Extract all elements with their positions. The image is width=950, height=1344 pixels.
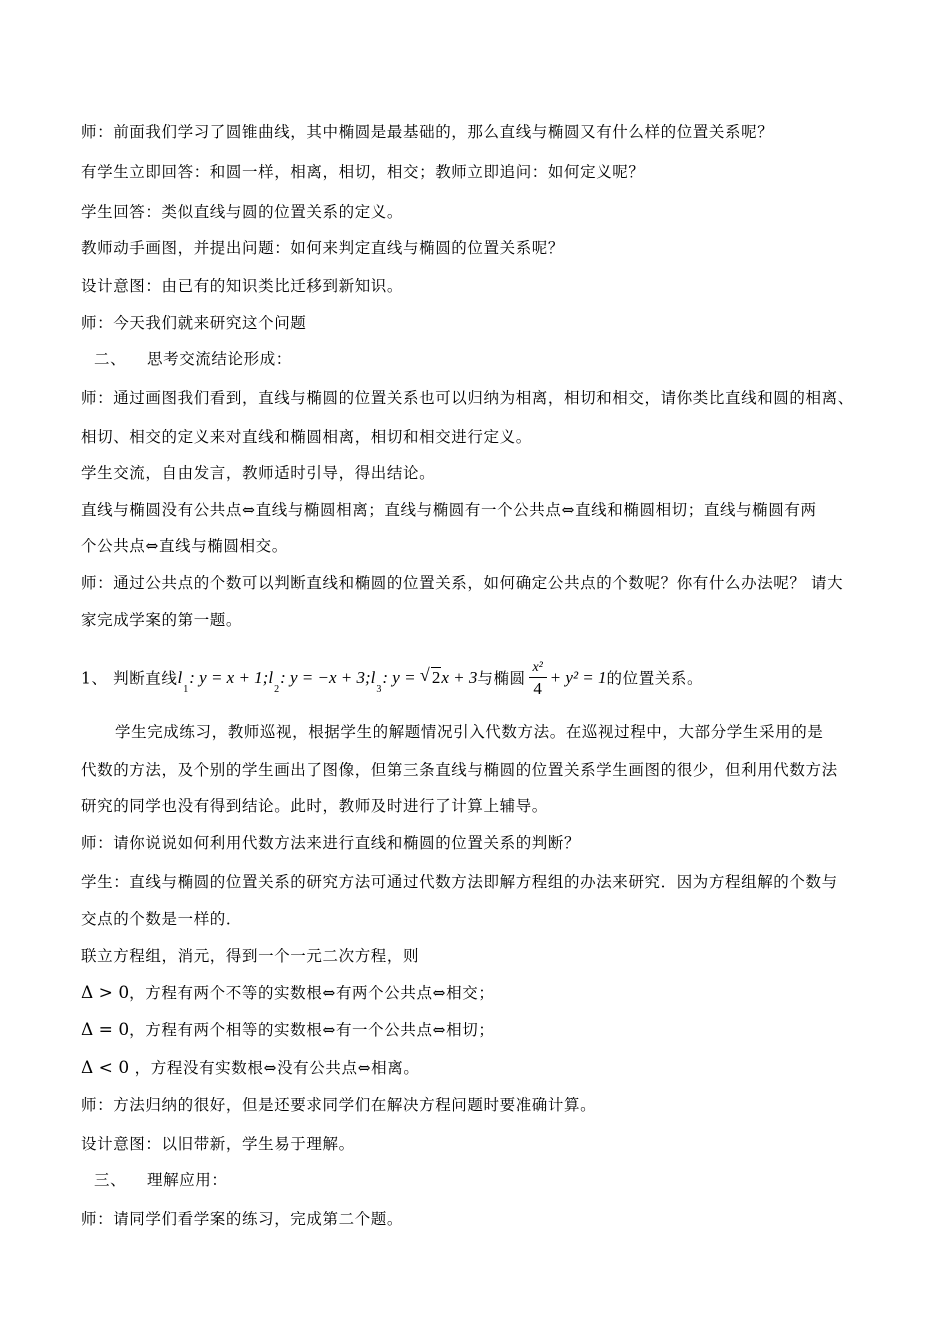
paragraph-practice-2: 代数的方法，及个别的学生画出了图像，但第三条直线与椭圆的位置关系学生画图的很少，但利用代数方法: [81, 761, 838, 779]
line-l2-symbol: l: [268, 668, 274, 688]
discriminant-zero-condition: Δ = 0: [81, 1020, 130, 1040]
discriminant-zero: [81, 1020, 494, 1040]
paragraph-conclusion-2: 个公共点⇔直线与椭圆相交。: [81, 537, 288, 555]
line-l3-equation-right: x + 3: [441, 668, 478, 688]
sqrt-radicand: 2: [431, 668, 441, 688]
paragraph-teacher-compare-1: 师：通过画图我们看到，直线与椭圆的位置关系也可以归纳为相离，相切和相交，请你类比直线和圆的相离、: [81, 389, 854, 407]
exercise-1-prefix: 1、 判断直线: [81, 669, 178, 688]
paragraph-teacher-draw: 教师动手画图，并提出问题：如何来判定直线与椭圆的位置关系呢？: [81, 239, 565, 257]
discriminant-negative-text: ，方程没有实数根⇔没有公共点⇔相离。: [129, 1059, 420, 1077]
discriminant-positive: [81, 983, 494, 1003]
sqrt-symbol: √ 2: [419, 665, 441, 688]
line-l1-equation: : y = x + 1;: [189, 668, 269, 688]
discriminant-negative-condition: Δ < 0: [81, 1058, 130, 1078]
discriminant-positive-text: ，方程有两个不等的实数根⇔有两个公共点⇔相交；: [129, 984, 495, 1002]
exercise-1-lines: [177, 665, 478, 696]
section-3-number: 三、: [94, 1171, 127, 1189]
paragraph-student-answer: 有学生立即回答：和圆一样，相离，相切，相交；教师立即追问：如何定义呢？: [81, 163, 645, 181]
paragraph-teacher-algebra: 师：请你说说如何利用代数方法来进行直线和椭圆的位置关系的判断？: [81, 834, 581, 852]
paragraph-teacher-summary: 师：方法归纳的很好，但是还要求同学们在解决方程问题时要准确计算。: [81, 1096, 597, 1114]
line-l3-subscript: 3: [376, 684, 382, 696]
paragraph-teacher-intro: 师：前面我们学习了圆锥曲线，其中椭圆是最基础的，那么直线与椭圆又有什么样的位置关系呢？: [81, 123, 774, 141]
paragraph-conclusion-1: 直线与椭圆没有公共点⇔直线与椭圆相离；直线与椭圆有一个公共点⇔直线和椭圆相切；直线与椭圆有两: [81, 501, 817, 519]
ellipse-fraction: [529, 660, 547, 699]
ellipse-equation-rest: + y² = 1: [549, 668, 607, 688]
paragraph-design-intent-2: 设计意图：以旧带新，学生易于理解。: [81, 1135, 355, 1153]
fraction-numerator: x²: [532, 660, 543, 675]
line-l3-equation-left: : y =: [382, 668, 420, 688]
paragraph-design-intent-1: 设计意图：由已有的知识类比迁移到新知识。: [81, 277, 404, 295]
discriminant-zero-text: ，方程有两个相等的实数根⇔有一个公共点⇔相切；: [129, 1021, 495, 1039]
paragraph-teacher-question-1: 师：通过公共点的个数可以判断直线和椭圆的位置关系，如何确定公共点的个数呢？你有什么办法呢？ 请大: [81, 574, 844, 592]
line-l2-equation: : y = −x + 3;: [280, 668, 371, 688]
section-3-title: 理解应用：: [147, 1171, 228, 1189]
paragraph-teacher-exercise: 师：请同学们看学案的练习，完成第二个题。: [81, 1210, 404, 1228]
paragraph-practice-3: 研究的同学也没有得到结论。此时，教师及时进行了计算上辅导。: [81, 797, 548, 815]
fraction-denominator: 4: [533, 679, 542, 698]
discriminant-positive-condition: Δ > 0: [81, 983, 130, 1003]
paragraph-system: 联立方程组，消元，得到一个一元二次方程，则: [81, 947, 420, 965]
paragraph-student-reply: 学生回答：类似直线与圆的位置关系的定义。: [81, 203, 404, 221]
paragraph-student-method-2: 交点的个数是一样的．: [81, 910, 243, 928]
exercise-1-suffix: 的位置关系。: [606, 669, 704, 688]
paragraph-teacher-compare-2: 相切、相交的定义来对直线和椭圆相离，相切和相交进行定义。: [81, 428, 532, 446]
exercise-1: [81, 660, 703, 699]
paragraph-teacher-question-2: 家完成学案的第一题。: [81, 611, 243, 629]
line-l1-subscript: 1: [183, 684, 189, 696]
line-l3-symbol: l: [370, 668, 376, 688]
discriminant-negative: [81, 1058, 419, 1078]
paragraph-student-method-1: 学生：直线与椭圆的位置关系的研究方法可通过代数方法即解方程组的办法来研究．因为方程组解的个数与: [81, 873, 838, 891]
exercise-1-mid: 与椭圆: [477, 669, 526, 688]
line-l1-symbol: l: [177, 668, 183, 688]
paragraph-practice-1: 学生完成练习，教师巡视，根据学生的解题情况引入代数方法。在巡视过程中，大部分学生采用的是: [115, 723, 824, 741]
paragraph-student-discuss: 学生交流，自由发言，教师适时引导，得出结论。: [81, 464, 436, 482]
ellipse-equation: [526, 660, 607, 698]
section-2-title: 思考交流结论形成：: [147, 350, 292, 368]
paragraph-teacher-today: 师：今天我们就来研究这个问题: [81, 314, 307, 332]
line-l2-subscript: 2: [274, 684, 280, 696]
section-2-number: 二、: [94, 350, 127, 368]
